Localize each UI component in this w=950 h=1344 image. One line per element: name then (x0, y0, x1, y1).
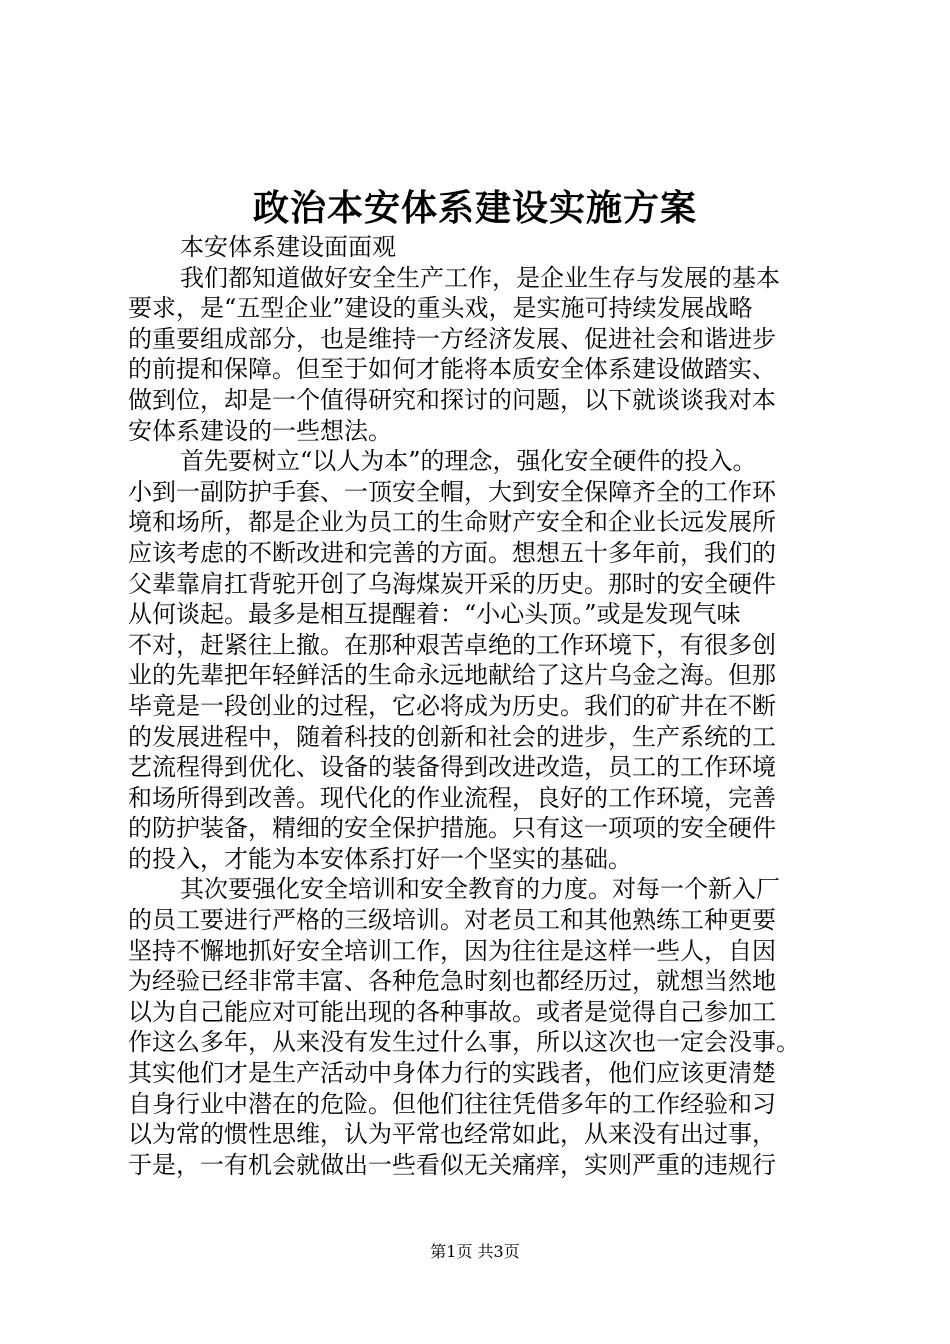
text-line: 父辈靠肩扛背驼开创了乌海煤炭开采的历史。那时的安全硬件 (128, 569, 776, 598)
text-line: 以为常的惯性思维，认为平常也经常如此，从来没有出过事， (128, 1120, 776, 1149)
text-line: 安体系建设的一些想法。 (128, 416, 392, 445)
text-line: 的发展进程中，随着科技的创新和社会的进步，生产系统的工 (128, 722, 776, 751)
text-line: 不对，赶紧往上撤。在那种艰苦卓绝的工作环境下，有很多创 (128, 630, 776, 659)
text-line: 坚持不懈地抓好安全培训工作，因为往往是这样一些人，自因 (128, 936, 776, 965)
text-line: 的防护装备，精细的安全保护措施。只有这一项项的安全硬件 (128, 814, 776, 843)
text-line: 其次要强化安全培训和安全教育的力度。对每一个新入厂 (180, 875, 780, 904)
text-line: 首先要树立“以人为本”的理念，强化安全硬件的投入。 (180, 447, 757, 476)
text-line: 的员工要进行严格的三级培训。对老员工和其他熟练工种更要 (128, 906, 776, 935)
text-line: 自身行业中潜在的危险。但他们往往凭借多年的工作经验和习 (128, 1089, 776, 1118)
text-line: 做到位，却是一个值得研究和探讨的问题，以下就谈谈我对本 (128, 385, 776, 414)
text-line: 境和场所，都是企业为员工的生命财产安全和企业长远发展所 (128, 508, 776, 537)
text-line: 于是，一有机会就做出一些看似无关痛痒，实则严重的违规行 (128, 1150, 776, 1179)
text-line: 的重要组成部分，也是维持一方经济发展、促进社会和谐进步 (128, 324, 776, 353)
text-line: 为经验已经非常丰富、各种危急时刻也都经历过，就想当然地 (128, 967, 776, 996)
text-line: 艺流程得到优化、设备的装备得到改进改造，员工的工作环境 (128, 753, 776, 782)
text-line: 我们都知道做好安全生产工作，是企业生存与发展的基本 (180, 263, 780, 292)
document-body (128, 232, 848, 1180)
text-line: 和场所得到改善。现代化的作业流程，良好的工作环境，完善 (128, 783, 776, 812)
text-line: 要求，是“五型企业”建设的重头戏，是实施可持续发展战略 (128, 294, 753, 323)
text-line: 应该考虑的不断改进和完善的方面。想想五十多年前，我们的 (128, 538, 776, 567)
document-title: 政治本安体系建设实施方案 (252, 187, 697, 229)
text-line: 小到一副防护手套、一顶安全帽，大到安全保障齐全的工作环 (128, 477, 776, 506)
page-footer: 第1页 共3页 (430, 1242, 520, 1261)
text-line: 的前提和保障。但至于如何才能将本质安全体系建设做踏实、 (128, 355, 776, 384)
text-line: 从何谈起。最多是相互提醒着：“小心头顶。”或是发现气味 (128, 600, 741, 629)
text-line: 本安体系建设面面观 (180, 233, 396, 261)
text-line: 业的先辈把年轻鲜活的生命永远地献给了这片乌金之海。但那 (128, 661, 776, 690)
text-line: 毕竟是一段创业的过程，它必将成为历史。我们的矿井在不断 (128, 691, 776, 720)
text-line: 作这么多年，从来没有发生过什么事，所以这次也一定会没事。 (128, 1028, 800, 1057)
text-line: 以为自己能应对可能出现的各种事故。或者是觉得自己参加工 (128, 997, 776, 1026)
text-line: 其实他们才是生产活动中身体力行的实践者，他们应该更清楚 (128, 1059, 776, 1088)
text-line: 的投入，才能为本安体系打好一个坚实的基础。 (128, 844, 632, 873)
